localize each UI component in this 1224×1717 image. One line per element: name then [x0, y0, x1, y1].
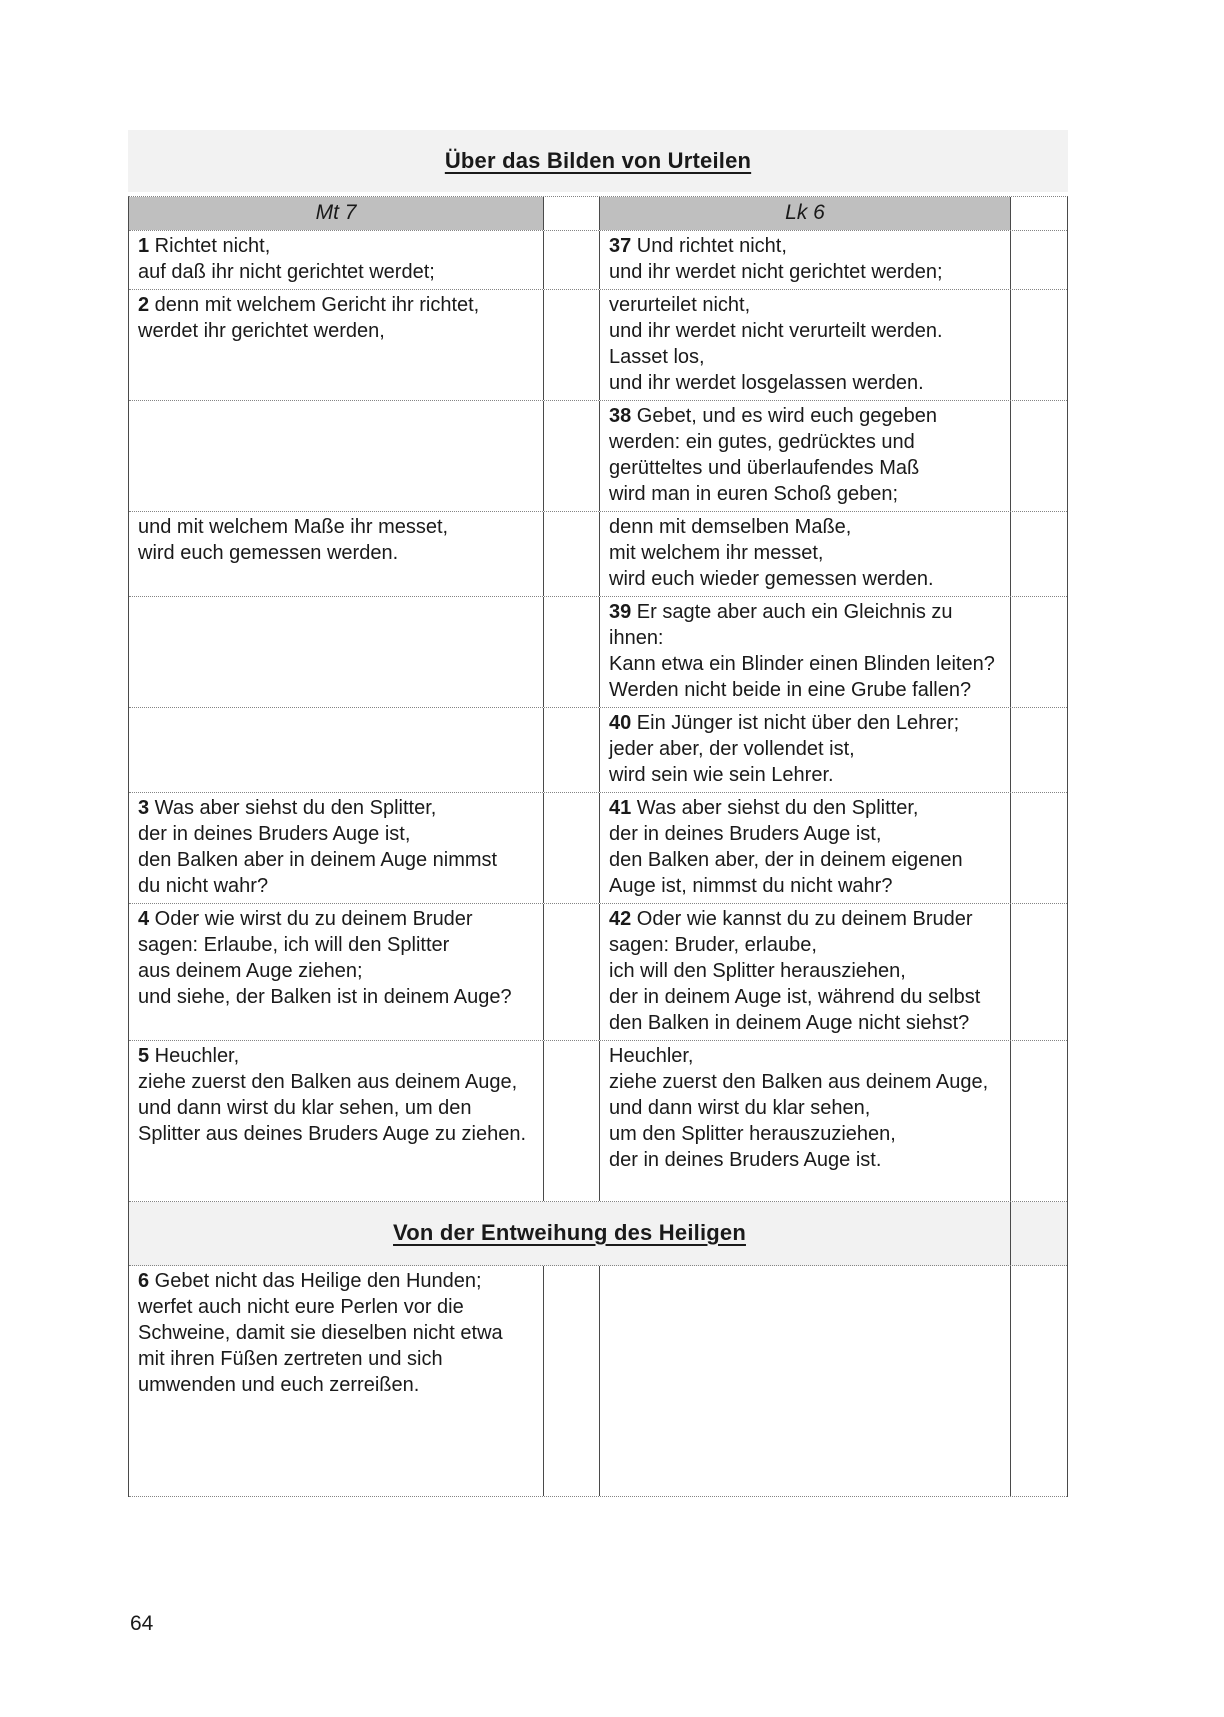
- mt-text-cell: [129, 290, 543, 400]
- table-row: [129, 904, 1067, 1041]
- lk-text-cell: [599, 904, 1010, 1040]
- margin-column-cell: [1010, 401, 1067, 511]
- section1-title: Über das Bilden von Urteilen: [444, 148, 752, 173]
- text-line: der in deinem Auge ist, während du selbst: [609, 986, 981, 1008]
- text-line: aus deinem Auge ziehen;: [138, 960, 363, 982]
- verse-number: 6: [138, 1270, 150, 1292]
- spacer-column-cell: [543, 1266, 599, 1496]
- text-line: wird sein wie sein Lehrer.: [609, 764, 834, 786]
- text-line: Schweine, damit sie dieselben nicht etwa: [138, 1322, 503, 1344]
- text-line: sagen: Erlaube, ich will den Splitter: [138, 934, 450, 956]
- spacer-column-cell: [543, 290, 599, 400]
- text-line: umwenden und euch zerreißen.: [138, 1374, 420, 1396]
- text-line: und ihr werdet losgelassen werden.: [609, 372, 924, 394]
- margin-column-cell: [1010, 290, 1067, 400]
- verse-number: 40: [609, 712, 632, 734]
- page-number: 64: [130, 1612, 154, 1635]
- lk-text-cell: [599, 708, 1010, 792]
- text-line: 4 Oder wie wirst du zu deinem Bruder: [138, 908, 473, 930]
- verse-number: 5: [138, 1045, 150, 1067]
- section1-title-band: [128, 130, 1068, 192]
- lk-text-cell: [599, 401, 1010, 511]
- text-line: mit welchem ihr messet,: [609, 542, 824, 564]
- text-line: den Balken in deinem Auge nicht siehst?: [609, 1012, 970, 1034]
- text-line: auf daß ihr nicht gerichtet werdet;: [138, 261, 435, 283]
- text-line: sagen: Bruder, erlaube,: [609, 934, 817, 956]
- spacer-column-cell: [543, 708, 599, 792]
- margin-column-cell: [1010, 512, 1067, 596]
- text-line: und dann wirst du klar sehen, um den: [138, 1097, 472, 1119]
- mt-text-cell: [129, 904, 543, 1040]
- text-line: den Balken aber, der in deinem eigenen: [609, 849, 963, 871]
- margin-column-cell: [1010, 904, 1067, 1040]
- text-line: denn mit demselben Maße,: [609, 516, 852, 538]
- text-line: jeder aber, der vollendet ist,: [609, 738, 855, 760]
- lk-text-cell: [599, 1041, 1010, 1201]
- text-line: Splitter aus deines Bruders Auge zu ziehen.: [138, 1123, 527, 1145]
- table-row: [129, 1266, 1067, 1497]
- verse-number: 38: [609, 405, 632, 427]
- mt-text-cell: [129, 1266, 543, 1496]
- lk-text-cell: [599, 512, 1010, 596]
- table-body-judging: [129, 231, 1067, 1202]
- lk-text-cell: [599, 290, 1010, 400]
- table-row: [129, 290, 1067, 401]
- text-line: verurteilet nicht,: [609, 294, 751, 316]
- section2-title-cell: [129, 1202, 1010, 1265]
- table-row: [129, 401, 1067, 512]
- lk-text-cell: [599, 231, 1010, 289]
- text-line: und siehe, der Balken ist in deinem Auge?: [138, 986, 512, 1008]
- text-line: den Balken aber in deinem Auge nimmst: [138, 849, 498, 871]
- text-line: gerütteltes und überlaufendes Maß: [609, 457, 920, 479]
- text-line: 39 Er sagte aber auch ein Gleichnis zu: [609, 601, 953, 623]
- margin-column-header-cell: [1010, 197, 1067, 230]
- verse-number: 42: [609, 908, 632, 930]
- text-line: 40 Ein Jünger ist nicht über den Lehrer;: [609, 712, 960, 734]
- text-line: Lasset los,: [609, 346, 705, 368]
- table-row: [129, 793, 1067, 904]
- lk-text-cell: [599, 1266, 1010, 1496]
- text-line: 2 denn mit welchem Gericht ihr richtet,: [138, 294, 480, 316]
- verse-number: 4: [138, 908, 150, 930]
- verse-number: 37: [609, 235, 632, 257]
- table-row: [129, 512, 1067, 597]
- spacer-column-cell: [543, 512, 599, 596]
- verse-number: 39: [609, 601, 632, 623]
- table-row: [129, 708, 1067, 793]
- verse-number: 3: [138, 797, 150, 819]
- table-row: [129, 231, 1067, 290]
- text-line: du nicht wahr?: [138, 875, 269, 897]
- verse-number: 2: [138, 294, 150, 316]
- lk-text-cell: [599, 793, 1010, 903]
- text-line: ziehe zuerst den Balken aus deinem Auge,: [609, 1071, 989, 1093]
- text-line: wird euch gemessen werden.: [138, 542, 399, 564]
- text-line: 42 Oder wie kannst du zu deinem Bruder: [609, 908, 973, 930]
- text-line: und ihr werdet nicht verurteilt werden.: [609, 320, 943, 342]
- margin-column-cell: [1010, 1041, 1067, 1201]
- text-line: Auge ist, nimmst du nicht wahr?: [609, 875, 893, 897]
- text-line: werfet auch nicht eure Perlen vor die: [138, 1296, 464, 1318]
- text-line: 1 Richtet nicht,: [138, 235, 271, 257]
- verse-number: 1: [138, 235, 150, 257]
- text-line: Kann etwa ein Blinder einen Blinden leiten?: [609, 653, 995, 675]
- text-line: 5 Heuchler,: [138, 1045, 240, 1067]
- section2-title: Von der Entweihung des Heiligen: [393, 1219, 746, 1245]
- mt-text-cell: [129, 708, 543, 792]
- verse-number: 41: [609, 797, 632, 819]
- text-line: werdet ihr gerichtet werden,: [138, 320, 385, 342]
- table-row: [129, 1041, 1067, 1202]
- spacer-column-cell: [543, 1041, 599, 1201]
- text-line: 38 Gebet, und es wird euch gegeben: [609, 405, 938, 427]
- text-line: mit ihren Füßen zertreten und sich: [138, 1348, 443, 1370]
- spacer-column-cell: [543, 793, 599, 903]
- text-line: und ihr werdet nicht gerichtet werden;: [609, 261, 943, 283]
- text-line: 41 Was aber siehst du den Splitter,: [609, 797, 919, 819]
- spacer-column-cell: [543, 597, 599, 707]
- mt-text-cell: [129, 1041, 543, 1201]
- margin-column-band-cell: [1010, 1202, 1067, 1265]
- spacer-column-cell: [543, 401, 599, 511]
- text-line: Werden nicht beide in eine Grube fallen?: [609, 679, 972, 701]
- text-line: wird man in euren Schoß geben;: [609, 483, 899, 505]
- mt-text-cell: [129, 401, 543, 511]
- table-body-profaning: [129, 1266, 1067, 1497]
- mt-text-cell: [129, 597, 543, 707]
- mt-text-cell: [129, 793, 543, 903]
- text-line: ziehe zuerst den Balken aus deinem Auge,: [138, 1071, 518, 1093]
- text-line: 37 Und richtet nicht,: [609, 235, 787, 257]
- mt-text-cell: [129, 512, 543, 596]
- text-line: und dann wirst du klar sehen,: [609, 1097, 871, 1119]
- text-line: ihnen:: [609, 627, 664, 649]
- table-row: [129, 597, 1067, 708]
- text-line: wird euch wieder gemessen werden.: [609, 568, 934, 590]
- text-line: um den Splitter herauszuziehen,: [609, 1123, 896, 1145]
- column-header-mt7: Mt 7: [129, 197, 543, 230]
- synopsis-table: [128, 196, 1068, 1497]
- text-line: ich will den Splitter herausziehen,: [609, 960, 906, 982]
- margin-column-cell: [1010, 708, 1067, 792]
- text-line: der in deines Bruders Auge ist,: [138, 823, 411, 845]
- mt-text-cell: [129, 231, 543, 289]
- text-line: und mit welchem Maße ihr messet,: [138, 516, 449, 538]
- margin-column-cell: [1010, 1266, 1067, 1496]
- text-line: werden: ein gutes, gedrücktes und: [609, 431, 915, 453]
- margin-column-cell: [1010, 231, 1067, 289]
- text-line: 6 Gebet nicht das Heilige den Hunden;: [138, 1270, 482, 1292]
- text-line: der in deines Bruders Auge ist.: [609, 1149, 882, 1171]
- lk-text-cell: [599, 597, 1010, 707]
- text-line: der in deines Bruders Auge ist,: [609, 823, 882, 845]
- column-header-lk6: Lk 6: [599, 197, 1010, 230]
- table-header-row: [129, 197, 1067, 231]
- text-line: 3 Was aber siehst du den Splitter,: [138, 797, 437, 819]
- spacer-column-cell: [543, 904, 599, 1040]
- margin-column-cell: [1010, 597, 1067, 707]
- spacer-column-cell: [543, 231, 599, 289]
- margin-column-cell: [1010, 793, 1067, 903]
- section2-title-row: [129, 1202, 1067, 1266]
- text-line: Heuchler,: [609, 1045, 694, 1067]
- spacer-column-header-cell: [543, 197, 599, 230]
